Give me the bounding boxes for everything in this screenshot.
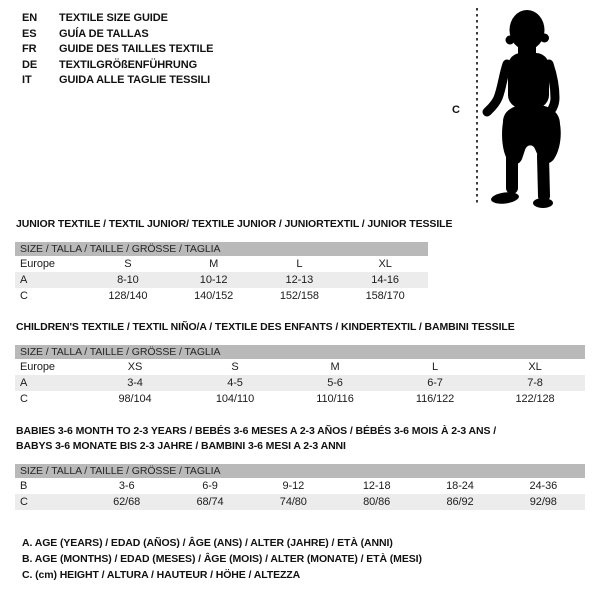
language-line [22,11,213,27]
language-text: GUIDE DES TAILLES TEXTILE [59,43,214,55]
table-cell: 7-8 [527,377,543,389]
table-cell: 3-6 [118,480,135,492]
language-line [22,42,213,58]
language-line [22,73,213,89]
table-cell: 116/122 [415,393,455,405]
table-cell: 24-36 [529,480,558,492]
row-label: B [20,480,28,492]
table-cell: 10-12 [199,274,228,286]
language-header [22,11,213,89]
language-text: GUIDA ALLE TAGLIE TESSILI [59,74,211,86]
table-cell: M [209,258,219,270]
row-label: Europe [20,361,55,373]
table-cell: 3-4 [127,377,143,389]
table-cell: XL [528,361,542,373]
table-cell: 4-5 [227,377,243,389]
table-cell: 104/110 [215,393,255,405]
table-cell: M [330,361,340,373]
table-cell: XS [127,361,143,373]
table-cell: 62/68 [113,496,141,508]
row-label: C [20,290,28,302]
table-body [15,359,585,407]
legend-line-b: B. AGE (MONTHS) / EDAD (MESES) / ÂGE (MOIS) / ALTER (MONATE) / ETÀ (MESI) [22,553,422,566]
babies-title-line-1: BABIES 3-6 MONTH TO 2-3 YEARS / BEBÉS 3-6 MESES A 2-3 AÑOS / BÉBÉS 3-6 MOIS À 2-3 ANS / [16,425,497,437]
babies-title-line-2: BABYS 3-6 MONATE BIS 2-3 JAHRE / BAMBINI 3-6 MESI A 2-3 ANNI [16,440,346,452]
table-cell: 6-7 [427,377,443,389]
table-cell: L [296,258,303,270]
table-cell: 5-6 [327,377,343,389]
table-cell: L [431,361,439,373]
height-measure-label: C [452,104,460,116]
language-code: FR [22,43,37,55]
table-cell: 128/140 [108,290,148,302]
row-label: Europe [20,258,55,270]
table-cell: 6-9 [202,480,218,492]
table-body [15,256,428,304]
legend-line-a: A. AGE (YEARS) / EDAD (AÑOS) / ÂGE (ANS) / ALTER (JAHRE) / ETÀ (ANNI) [22,537,393,549]
table-cell: 12-18 [362,480,391,492]
table-cell: 9-12 [282,480,305,492]
table-cell: 122/128 [515,393,555,405]
table-row [15,272,428,288]
childrens-textile-table [15,345,585,407]
language-text: GUÍA DE TALLAS [59,27,149,40]
babies-textile-table [15,464,585,510]
table-cell: 98/104 [118,393,152,405]
junior-textile-title: JUNIOR TEXTILE / TEXTIL JUNIOR/ TEXTILE JUNIOR / JUNIORTEXTIL / JUNIOR TESSILE [16,218,453,230]
table-row [15,494,585,510]
toddler-silhouette-icon [450,0,600,215]
language-text: TEXTILE SIZE GUIDE [59,12,168,24]
measurement-legend [22,535,422,584]
table-cell: 68/74 [196,496,224,508]
row-label: C [20,496,28,508]
junior-textile-table [15,242,428,304]
language-text: TEXTILGRÖßENFÜHRUNG [59,58,198,71]
table-cell: 74/80 [279,496,307,508]
table-cell: 158/170 [365,290,405,302]
row-label: C [20,393,28,405]
table-row [15,375,585,391]
table-row [15,288,428,304]
row-label: A [20,274,28,286]
language-code: DE [22,58,38,71]
childrens-textile-title: CHILDREN'S TEXTILE / TEXTIL NIÑO/A / TEXTILE DES ENFANTS / KINDERTEXTIL / BAMBINI TESSILE [16,321,515,333]
language-code: IT [22,74,32,86]
table-cell: 110/116 [316,393,354,405]
table-cell: 92/98 [529,496,557,508]
babies-textile-title [16,424,496,454]
table-cell: S [231,361,239,373]
table-body [15,478,585,510]
size-header-band: SIZE / TALLA / TAILLE / GRÖSSE / TAGLIA [15,345,585,359]
language-line [22,27,213,43]
table-cell: 8-10 [117,274,139,286]
table-row [15,359,585,375]
table-cell: 140/152 [194,290,234,302]
table-cell: 86/92 [446,496,474,508]
table-cell: 18-24 [446,480,474,492]
row-label: A [20,377,28,389]
table-cell: 80/86 [363,496,391,508]
size-header-band: SIZE / TALLA / TAILLE / GRÖSSE / TAGLIA [15,464,585,478]
legend-line-c: C. (cm) HEIGHT / ALTURA / HAUTEUR / HÖHE / ALTEZZA [22,569,301,582]
table-cell: 14-16 [371,274,399,286]
language-code: EN [22,12,38,24]
table-row [15,256,428,272]
table-row [15,478,585,494]
language-code: ES [22,27,37,40]
size-header-band: SIZE / TALLA / TAILLE / GRÖSSE / TAGLIA [15,242,428,256]
language-line [22,58,213,74]
table-cell: 12-13 [285,274,314,286]
table-cell: S [124,258,132,270]
table-cell: XL [378,258,392,270]
table-cell: 152/158 [279,290,319,302]
table-row [15,391,585,407]
